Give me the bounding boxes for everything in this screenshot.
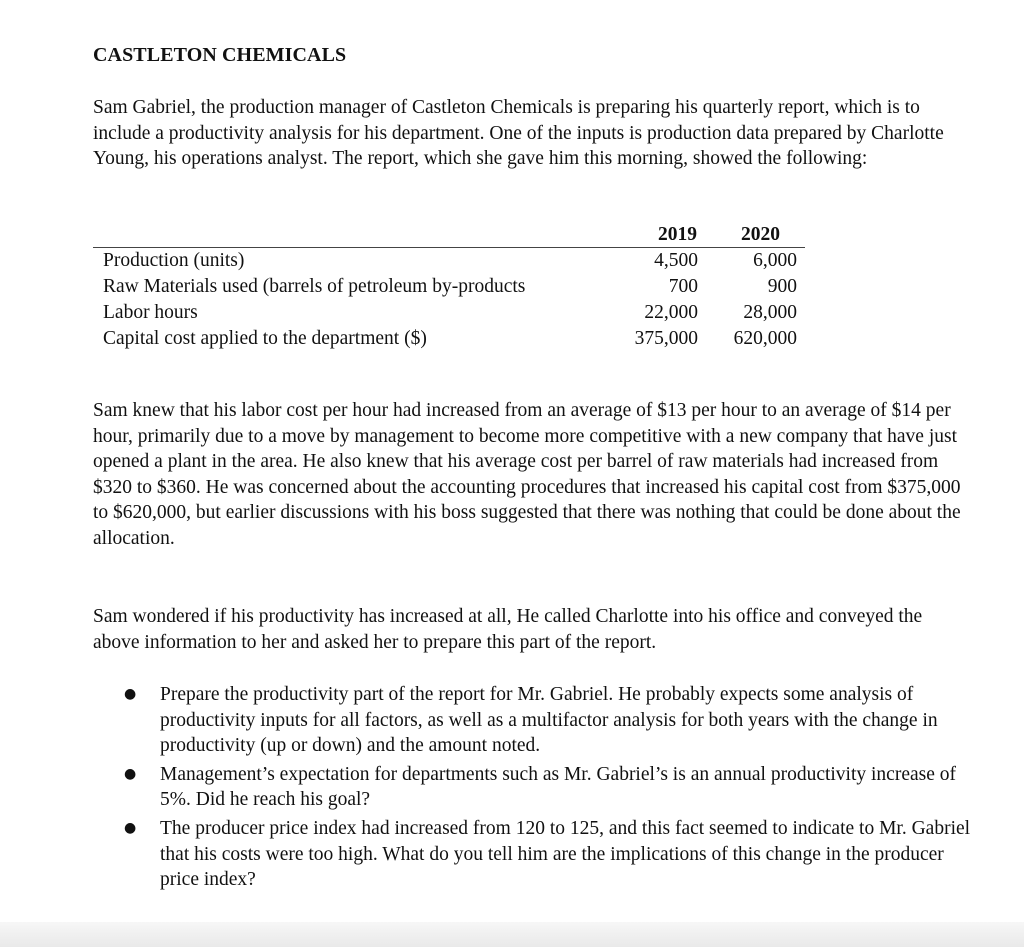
question-paragraph: Sam wondered if his productivity has increased at all, He called Charlotte into his office and conveyed the above information to her and asked her to prepare this part of the report. <box>93 606 923 653</box>
year-2019-header: 2019 <box>658 224 697 245</box>
bullet-icon: ● <box>124 765 137 782</box>
table-header <box>93 224 805 248</box>
list-item <box>93 682 973 759</box>
document-title: CASTLETON CHEMICALS <box>93 44 347 66</box>
task-list <box>93 682 973 896</box>
intro-paragraph: Sam Gabriel, the production manager of Castleton Chemicals is preparing his quarterly report, which is to include a productivity analysis for his department. One of the inputs is production data prepared by Charlotte Young, his operations analyst. The report, which she gave him this morning, showed the following: <box>93 97 944 170</box>
row-label: Raw Materials used (barrels of petroleum by-products <box>103 276 526 297</box>
production-data-table <box>93 224 805 352</box>
table-row <box>93 274 805 300</box>
row-label: Production (units) <box>103 250 245 271</box>
value-2020: 28,000 <box>743 302 797 323</box>
row-label: Capital cost applied to the department ($) <box>103 328 427 349</box>
row-label: Labor hours <box>103 302 198 323</box>
bullet-icon: ● <box>124 819 137 836</box>
list-item <box>93 762 973 813</box>
value-2020: 6,000 <box>753 250 797 271</box>
list-item-text: Prepare the productivity part of the report for Mr. Gabriel. He probably expects some analysis of productivity inputs for all factors, as well as a multifactor analysis for both years with the change in productivity (up or down) and the amount noted. <box>160 684 938 757</box>
list-item-text: The producer price index had increased from 120 to 125, and this fact seemed to indicate to Mr. Gabriel that his costs were too high. What do you tell him are the implications of this change in the producer price index? <box>160 817 971 891</box>
value-2020: 900 <box>767 276 797 297</box>
table-row <box>93 300 805 326</box>
cost-paragraph: Sam knew that his labor cost per hour had increased from an average of $13 per hour to an average of $14 per hour, primarily due to a move by management to become more competitive with a new company that have just opened a plant in the area. He also knew that his average cost per barrel of raw materials had increased from $320 to $360. He was concerned about the accounting procedures that increased his capital cost from $375,000 to $620,000, but earlier discussions with his boss suggested that there was nothing that could be done about the allocation. <box>93 400 961 549</box>
list-item <box>93 816 973 893</box>
value-2020: 620,000 <box>733 328 797 349</box>
value-2019: 4,500 <box>654 250 698 271</box>
page-bottom-edge <box>0 922 1024 947</box>
bullet-icon: ● <box>124 686 137 702</box>
table-row <box>93 326 805 352</box>
value-2019: 22,000 <box>644 302 698 323</box>
list-item-text: Management’s expectation for departments such as Mr. Gabriel’s is an annual productivity increase of 5%. Did he reach his goal? <box>160 763 957 811</box>
year-2020-header: 2020 <box>741 224 780 245</box>
value-2019: 700 <box>668 276 698 297</box>
table-row <box>93 248 805 274</box>
value-2019: 375,000 <box>634 328 698 349</box>
